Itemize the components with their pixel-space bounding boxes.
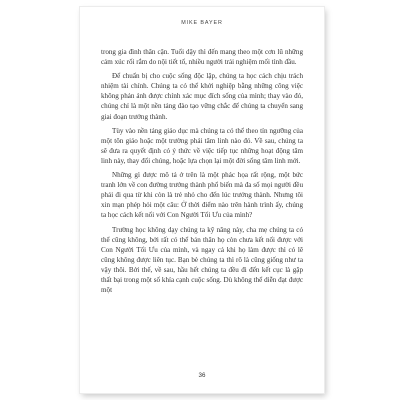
paragraph-1: trong gia đình thân cận. Tuổi dậy thì đến mang theo một cơn lũ những cảm xúc rối rắm do nội tiết tố, nhiều người trải nghiệm mối tình đầu. — [101, 48, 303, 67]
paragraph-2: Để chuẩn bị cho cuộc sống độc lập, chúng ta học cách chịu trách nhiệm tài chính. Chúng ta có thể khởi nghiệp bằng những công việc không phản ánh được chính xác mục đích sống của mình; thay vào đó, chúng chỉ là một nền tảng đào tạo vững chắc để chúng ta chuyển sang giai đoạn trưởng thành. — [101, 72, 303, 121]
book-page — [80, 7, 324, 393]
running-header: MIKE BAYER — [181, 20, 223, 26]
paragraph-4: Những gì được mô tả ở trên là một phác họa rất rộng, một bức tranh lớn về con đường trưởng thành phổ biến mà đa số mọi người đều phải đi qua từ khi còn là trẻ nhỏ cho đến lúc trưởng thành. Nhưng tôi xin mạn phép hỏi một câu: Ở thời điểm nào trên hành trình ấy, chúng ta học cách kết nối với Con Người Tối Ưu của mình? — [101, 171, 303, 220]
paragraph-3: Tùy vào nền tảng giáo dục mà chúng ta có thể theo tín ngưỡng của một tôn giáo hoặc một trường phái tâm linh nào đó. Về sau, chúng ta sẽ đưa ra quyết định có ý thức về việc tiếp tục những hoạt động tâm linh này, thay đổi chúng, hoặc lựa chọn lại một đời sống tâm linh mới. — [101, 126, 303, 165]
paragraph-5: Trường học không dạy chúng ta kỹ năng này, cha mẹ chúng ta có thể cũng không, bởi rất có thể bản thân họ còn chưa kết nối được với Con Người Tối Ưu của mình, và ngay cả khi họ làm được thì có lẽ cũng không được liên tục. Bạn bè chúng ta thì rõ là cũng giống như ta vậy thôi. Bởi thế, về sau, hầu hết chúng ta đều đi đến kết cục là gặp thất bại trong một số khía cạnh cuộc sống. Dù không thể diễn đạt được một — [101, 225, 303, 295]
page-body — [101, 47, 303, 299]
page-number: 36 — [198, 372, 206, 379]
